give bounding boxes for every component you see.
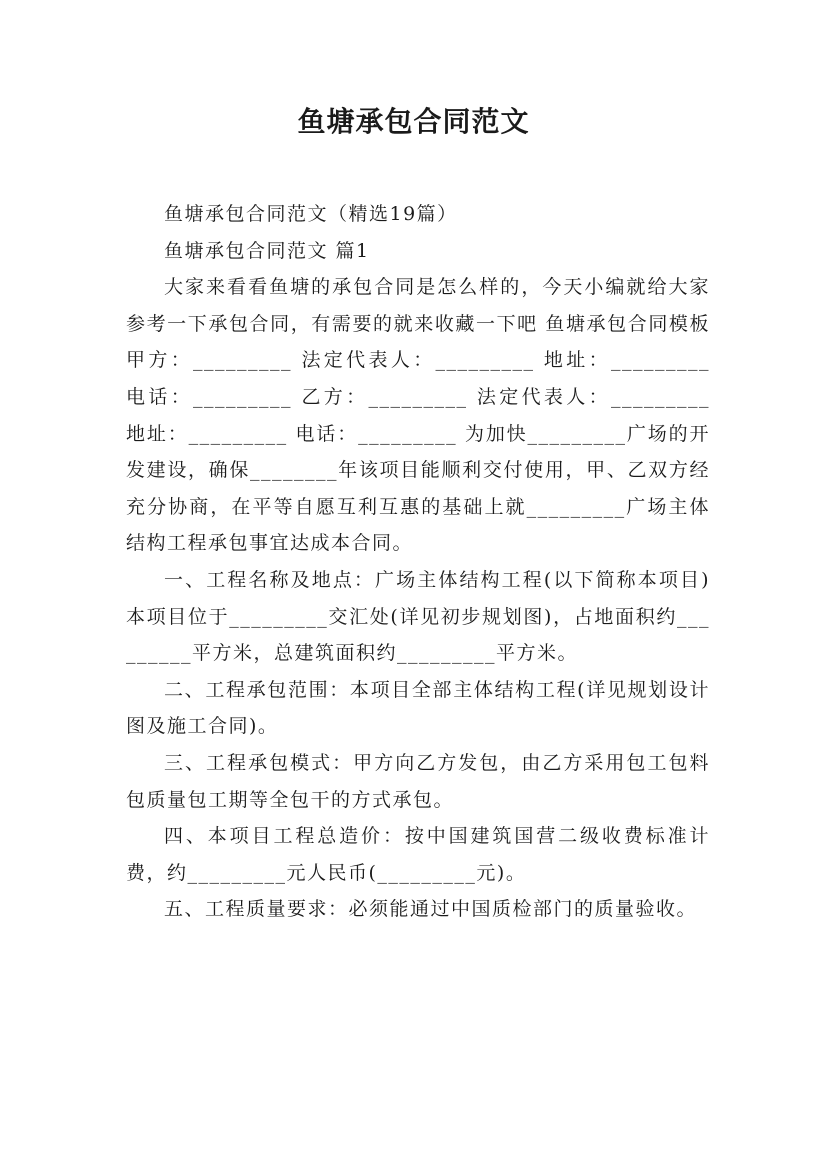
paragraph-clause-2: 二、工程承包范围：本项目全部主体结构工程(详见规划设计图及施工合同)。 bbox=[126, 678, 710, 738]
paragraph-clause-3: 三、工程承包模式：甲方向乙方发包，由乙方采用包工包料包质量包工期等全包干的方式承包。 bbox=[126, 751, 710, 811]
document-title: 鱼塘承包合同范文 bbox=[297, 105, 530, 138]
paragraph-clause-1: 一、工程名称及地点：广场主体结构工程(以下简称本项目)本项目位于_________交汇处(详见初步规划图)，占地面积约_________平方米，总建筑面积约_________平方米。 bbox=[126, 568, 710, 665]
paragraph-subtitle: 鱼塘承包合同范文（精选19篇） bbox=[164, 203, 458, 225]
paragraph-intro: 大家来看看鱼塘的承包合同是怎么样的，今天小编就给大家参考一下承包合同，有需要的就来收藏一下吧 鱼塘承包合同模板 甲方：_________ 法定代表人：_________ 地址：_________ 电话：_________ 乙方：_________ 法定代表人：_________ 地址：_________ 电话：_________ 为加快_________广场的开发建设，确保________年该项目能顺利交付使用，甲、乙双方经充分协商，在平等自愿互利互惠的基础上就_________广场主体结构工程承包事宜达成本合同。 bbox=[126, 276, 710, 555]
paragraph-clause-5: 五、工程质量要求：必须能通过中国质检部门的质量验收。 bbox=[164, 898, 698, 921]
paragraph-section-heading: 鱼塘承包合同范文 篇1 bbox=[164, 239, 370, 262]
paragraph-clause-4: 四、本项目工程总造价：按中国建筑国营二级收费标准计费，约_________元人民币(_________元)。 bbox=[126, 825, 710, 884]
document-body bbox=[126, 196, 710, 928]
